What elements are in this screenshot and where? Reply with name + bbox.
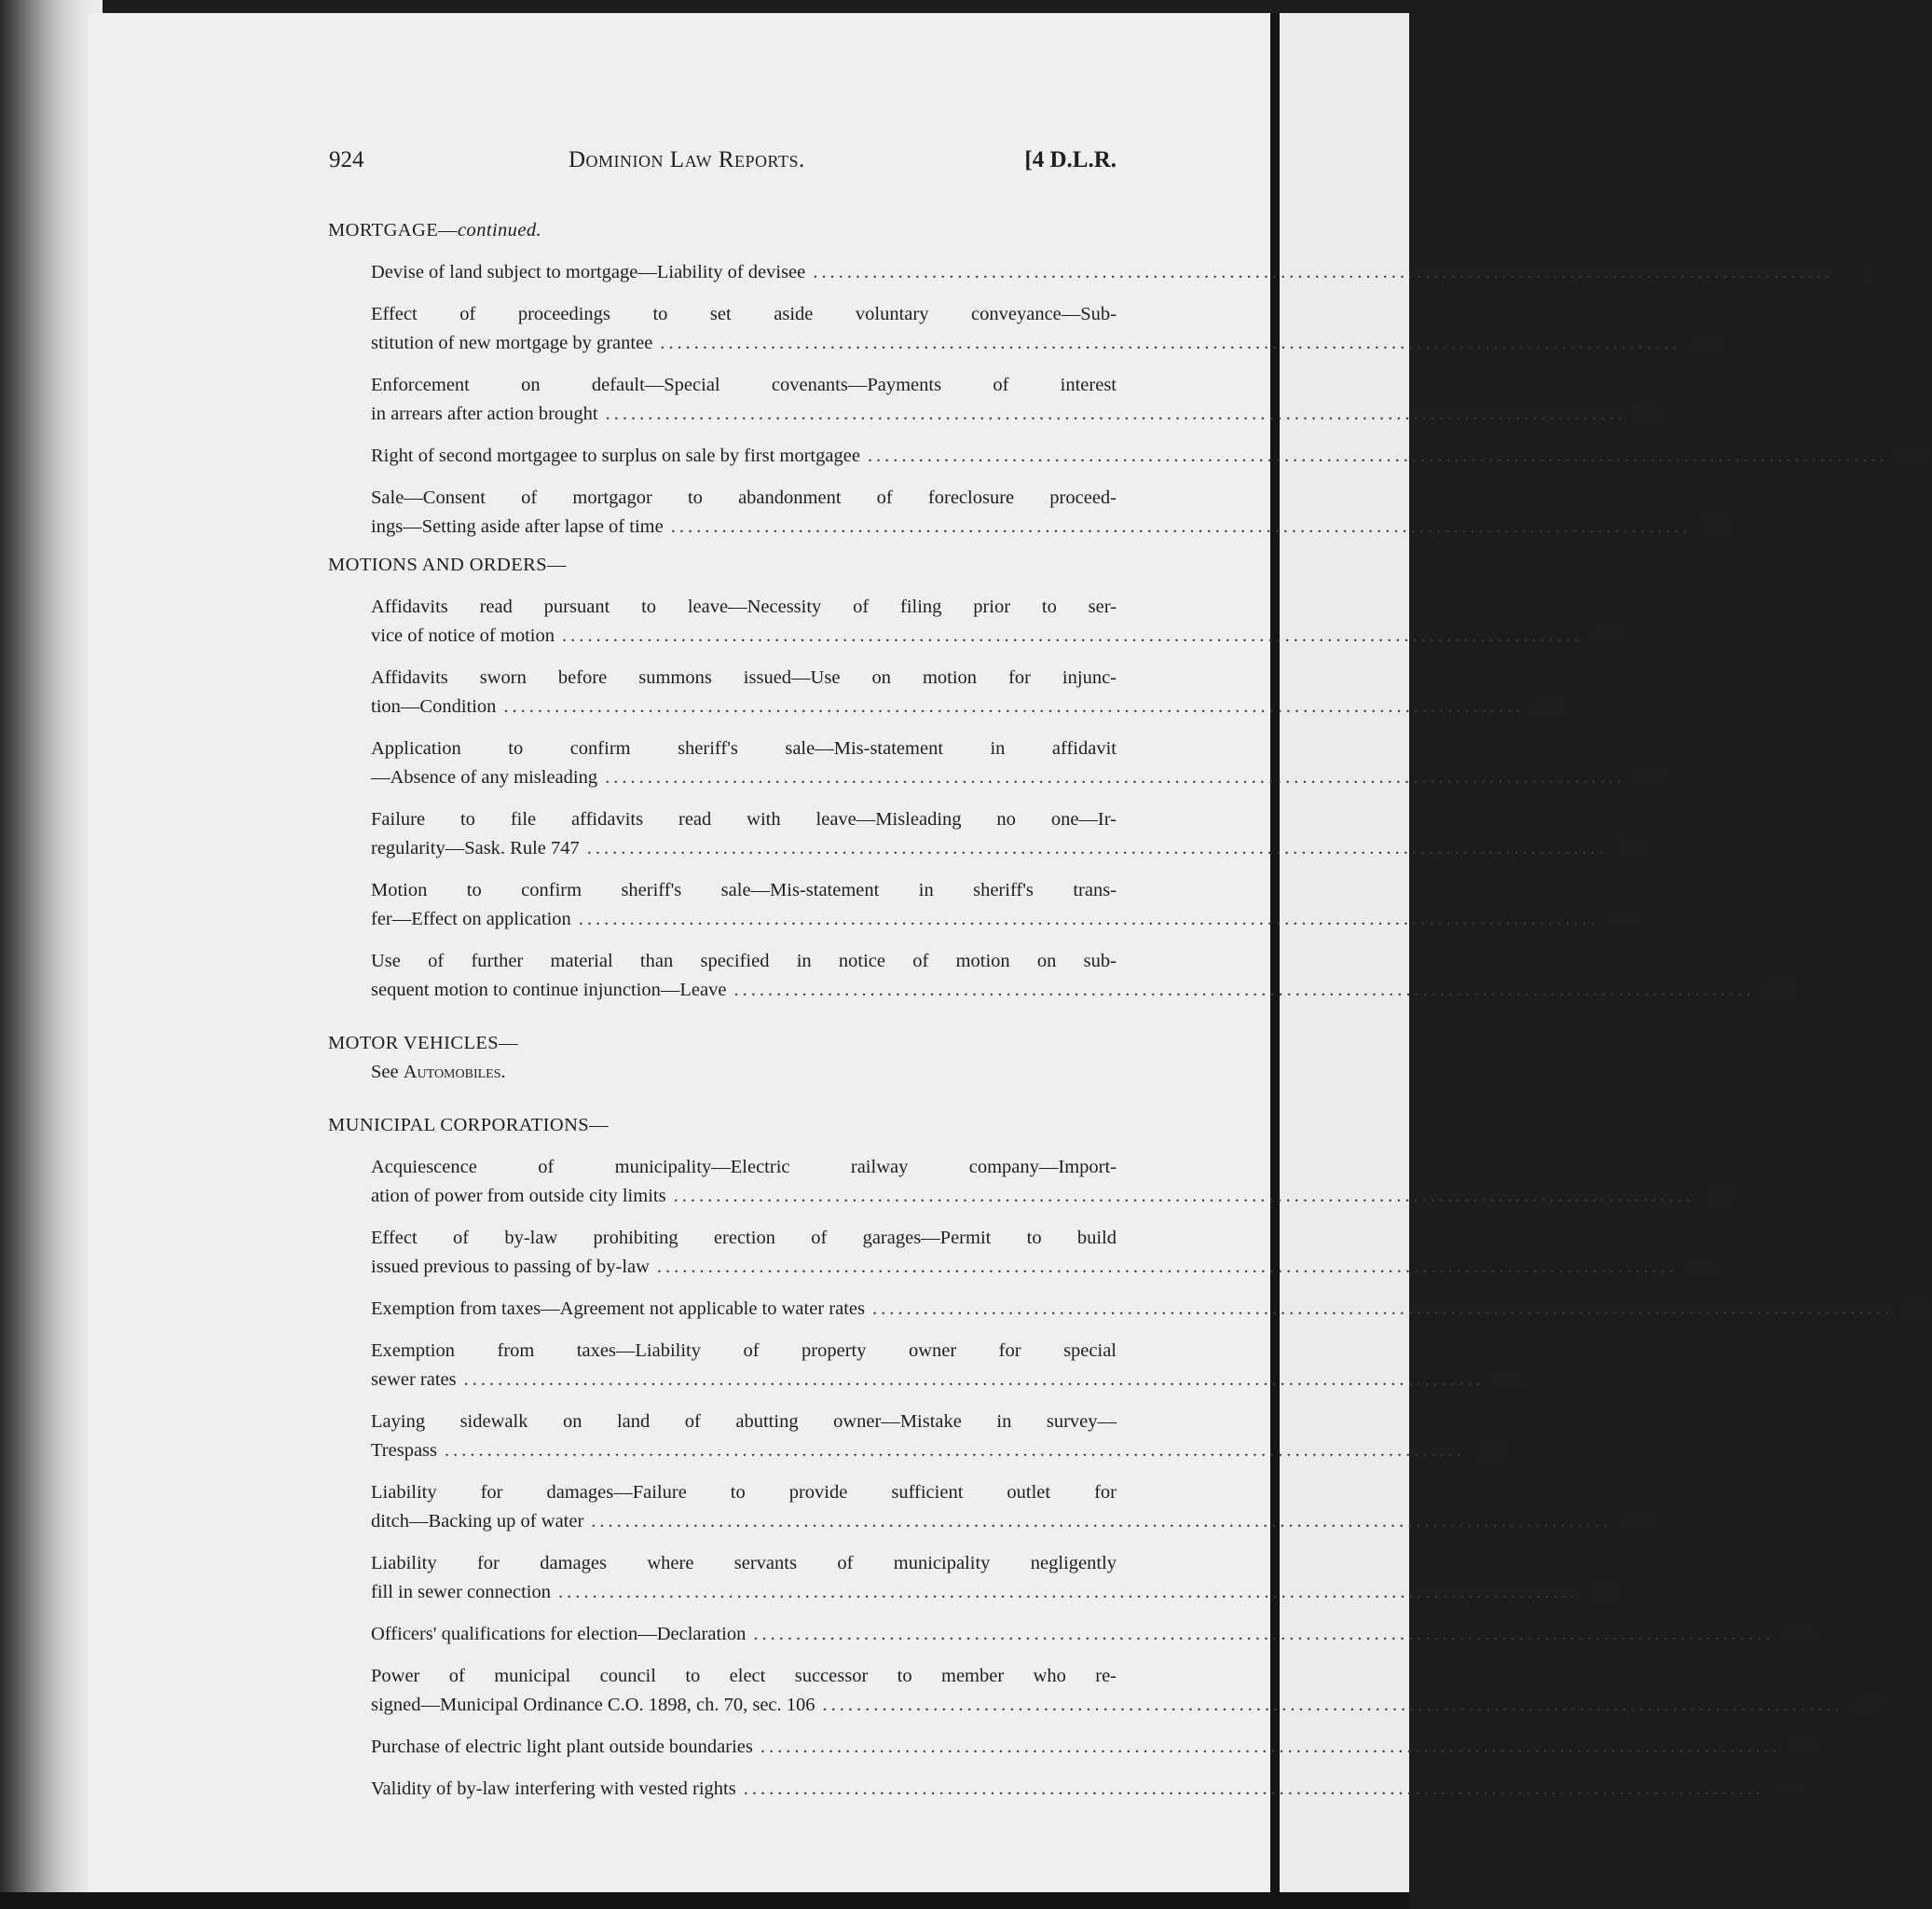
index-section (328, 1029, 1117, 1087)
section-heading-text: MUNICIPAL CORPORATIONS— (328, 1115, 609, 1135)
index-entry (328, 876, 1638, 934)
leader-dots: ........................................................................................................................ (673, 1186, 1694, 1206)
entry-line: Liability for damages where servants of municipality negligently (371, 1553, 1117, 1573)
entry-text: Right of second mortgagee to surplus on sale by first mortgagee (371, 446, 860, 466)
entry-text: in arrears after action brought (371, 404, 598, 424)
index-entry (328, 593, 1622, 651)
facing-page-edge (1280, 13, 1409, 1896)
index-entry (328, 1337, 1524, 1394)
leader-dots: ........................................................................................................................ (605, 404, 1626, 424)
leader-dots: ........................................................................................................................ (753, 1624, 1774, 1644)
entry-text: ditch—Backing up of water (371, 1511, 584, 1531)
index-entry (328, 1224, 1717, 1282)
entry-text: ings—Setting aside after lapse of time (371, 516, 664, 537)
entry-text: ation of power from outside city limits (371, 1186, 666, 1206)
leader-dots: ........................................................................................................................ (503, 696, 1525, 717)
index-entry (328, 1549, 1618, 1607)
leader-dots: ........................................................................................................................ (445, 1440, 1466, 1461)
entry-line: Sale—Consent of mortgagor to abandonment of foreclosure proceed- (371, 488, 1117, 508)
continued-label: continued. (458, 220, 542, 240)
see-reference: Automobiles. (403, 1062, 506, 1082)
entry-line (371, 1253, 1717, 1282)
entry-page-number: 502 (1791, 1737, 1820, 1757)
index-entry (328, 735, 1665, 792)
entry-text: Exemption from taxes—Agreement not applicable to water rates (371, 1298, 865, 1319)
entry-line (371, 1691, 1883, 1720)
entry-page-number: 483 (1534, 696, 1564, 717)
index-section (328, 216, 1927, 542)
index-entry (328, 371, 1665, 429)
entry-page-number: 407 (1618, 838, 1647, 858)
entry-line: Affidavits read pursuant to leave—Necessity of filing prior to ser- (371, 597, 1117, 617)
index-content (328, 207, 1932, 1804)
index-entry (328, 1733, 1820, 1762)
entry-line (371, 1366, 1524, 1394)
leader-dots: ........................................................................................................................ (813, 262, 1834, 282)
index-entry (328, 1408, 1505, 1465)
entry-line: Laying sidewalk on land of abutting owner—Mistake in survey— (371, 1411, 1117, 1432)
entry-line (371, 1507, 1651, 1536)
leader-dots: ........................................................................................................................ (586, 838, 1608, 858)
leader-dots: ........................................................................................................................ (760, 1737, 1781, 1757)
entry-page-number: 407 (1610, 909, 1638, 929)
section-heading (328, 551, 1117, 580)
leader-dots: ........................................................................................................................ (463, 1369, 1485, 1390)
entry-line (371, 976, 1794, 1005)
index-section (328, 551, 1794, 1005)
entry-page-number: 697 (1853, 1695, 1883, 1715)
entry-text: signed—Municipal Ordinance C.O. 1898, ch. 70, sec. 106 (371, 1695, 815, 1715)
entry-page-number: 407 (1636, 767, 1665, 788)
entry-line (371, 1295, 1932, 1324)
leader-dots: ........................................................................................................................ (578, 909, 1599, 929)
entry-page-number: 352 (1774, 1779, 1803, 1799)
index-entry (328, 484, 1731, 542)
entry-line (371, 763, 1665, 792)
book-spine-edge (0, 0, 103, 1909)
section-heading-text: MOTIONS AND ORDERS— (328, 555, 567, 575)
entry-text: —Absence of any misleading (371, 767, 598, 788)
entry-text: issued previous to passing of by-law (371, 1257, 650, 1277)
entry-page-number: 407 (1593, 625, 1622, 646)
entry-line (371, 1733, 1820, 1762)
entry-line (371, 1578, 1618, 1607)
entry-page-number: 521 (1475, 1440, 1505, 1461)
entry-text: sewer rates (371, 1369, 457, 1390)
index-entry (328, 947, 1794, 1005)
leader-dots: ........................................................................................................................ (557, 1582, 1579, 1602)
page-gutter (1270, 13, 1280, 1896)
index-entry (328, 1662, 1883, 1720)
entry-line: Effect of proceedings to set aside voluntary conveyance—Sub- (371, 304, 1117, 324)
entry-text: sequent motion to continue injunction—Leave (371, 980, 727, 1000)
entry-line (371, 834, 1647, 863)
entry-page-number: 278 (1784, 1624, 1814, 1644)
leader-dots: ........................................................................................................................ (591, 1511, 1612, 1531)
entry-page-number: 483 (1764, 980, 1794, 1000)
entry-line: Acquiescence of municipality—Electric railway company—Import- (371, 1157, 1117, 1177)
entry-line: Power of municipal council to elect successor to member who re- (371, 1666, 1117, 1686)
entry-line: Motion to confirm sheriff's sale—Mis-statement in sheriff's trans- (371, 880, 1117, 900)
leader-dots: ........................................................................................................................ (561, 625, 1583, 646)
entry-page-number: 6 (1863, 262, 1873, 282)
entry-text: Devise of land subject to mortgage—Liability of devisee (371, 262, 806, 282)
entry-line: Use of further material than specified in notice of motion on sub- (371, 951, 1117, 971)
entry-line (371, 1620, 1814, 1649)
leader-dots: ........................................................................................................................ (660, 333, 1681, 353)
leader-dots: ........................................................................................................................ (871, 1298, 1893, 1319)
page-number: 924 (329, 147, 364, 172)
entry-text: Validity of by-law interfering with vested rights (371, 1779, 736, 1799)
leader-dots: ........................................................................................................................ (605, 767, 1626, 788)
entry-line (371, 258, 1873, 287)
entry-line (371, 1436, 1505, 1465)
volume-reference: [4 D.L.R. (1024, 147, 1117, 172)
entry-page-number: 352 (1688, 1257, 1717, 1277)
entry-line: Exemption from taxes—Liability of property owner for special (371, 1340, 1117, 1361)
index-entry (328, 1478, 1651, 1536)
leader-dots: ........................................................................................................................ (656, 1257, 1678, 1277)
leader-dots: ........................................................................................................................ (867, 446, 1888, 466)
entry-line (371, 622, 1622, 651)
index-entry (328, 442, 1927, 471)
entry-line: Affidavits sworn before summons issued—Use on motion for injunc- (371, 667, 1117, 688)
leader-dots: ........................................................................................................................ (822, 1695, 1843, 1715)
entry-line: Application to confirm sheriff's sale—Mis-statement in affidavit (371, 738, 1117, 759)
index-section (328, 1111, 1932, 1804)
entry-text: tion—Condition (371, 696, 497, 717)
leader-dots: ........................................................................................................................ (733, 980, 1755, 1000)
entry-page-number: 655 (1701, 516, 1731, 537)
entry-text: stitution of new mortgage by grantee (371, 333, 653, 353)
index-entry (328, 805, 1647, 863)
entry-text: Purchase of electric light plant outside boundaries (371, 1737, 753, 1757)
entry-line: Enforcement on default—Special covenants—Payments of interest (371, 375, 1117, 395)
entry-page-number: 836 (1691, 333, 1720, 353)
entry-page-number: 241 (1494, 1369, 1524, 1390)
entry-text: fer—Effect on application (371, 909, 571, 929)
entry-line: Effect of by-law prohibiting erection of garages—Permit to build (371, 1228, 1117, 1248)
entry-line (371, 442, 1927, 471)
section-heading (328, 1111, 1117, 1140)
entry-line (371, 693, 1564, 721)
section-heading-text: MOTOR VEHICLES— (328, 1033, 518, 1053)
leader-dots: ........................................................................................................................ (743, 1779, 1764, 1799)
section-heading-text: MORTGAGE— (328, 220, 459, 240)
entry-line (371, 1775, 1803, 1804)
entry-page-number: 241 (1903, 1298, 1932, 1319)
running-title: Dominion Law Reports. (569, 147, 805, 172)
entry-text: Trespass (371, 1440, 438, 1461)
entry-line (371, 329, 1720, 358)
entry-page-number: 304 (1622, 1511, 1651, 1531)
entry-text: regularity—Sask. Rule 747 (371, 838, 580, 858)
index-entry (328, 258, 1873, 287)
section-heading (328, 1029, 1117, 1058)
section-heading (328, 216, 1117, 245)
entry-line: Failure to file affidavits read with leave—Misleading no one—Ir- (371, 809, 1117, 830)
entry-line (371, 1182, 1733, 1211)
entry-line: Liability for damages—Failure to provide sufficient outlet for (371, 1482, 1117, 1503)
leader-dots: ........................................................................................................................ (670, 516, 1692, 537)
entry-page-number: 301 (1636, 404, 1665, 424)
scan-bottom-shadow (0, 1892, 1409, 1909)
index-entry (328, 1153, 1733, 1211)
entry-line (371, 513, 1731, 542)
entry-page-number: 523 (1589, 1582, 1618, 1602)
entry-line (371, 905, 1638, 934)
entry-line (371, 400, 1665, 429)
index-entry (328, 1775, 1803, 1804)
running-header (329, 147, 1117, 185)
entry-page-number: 393 (1898, 446, 1927, 466)
entry-text: vice of notice of motion (371, 625, 555, 646)
index-entry (328, 664, 1564, 721)
index-entry (328, 1620, 1814, 1649)
index-entry (328, 300, 1720, 358)
cross-reference (328, 1058, 1117, 1087)
entry-page-number: 117 (1705, 1186, 1733, 1206)
entry-text: fill in sewer connection (371, 1582, 551, 1602)
see-prefix: See (371, 1062, 399, 1082)
entry-text: Officers' qualifications for election—Declaration (371, 1624, 747, 1644)
index-entry (328, 1295, 1932, 1324)
